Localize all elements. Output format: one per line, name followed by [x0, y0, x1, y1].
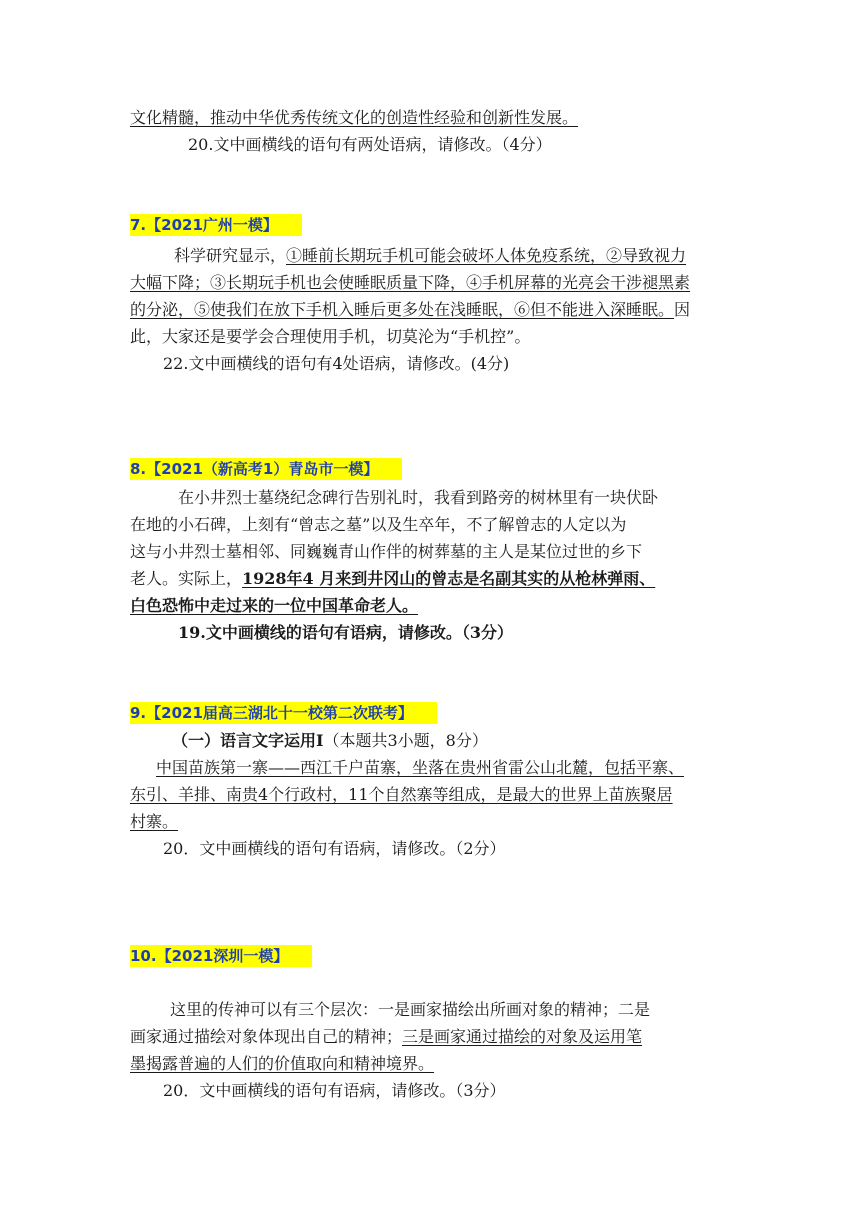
- underlined-sentence: 中国苗族第一寨——西江千户苗寨，坐落在贵州省雷公山北麓，包括平寨、: [156, 758, 685, 777]
- section-7-passage: [130, 242, 730, 350]
- section-7-heading: 7.【2021广州一模】: [130, 214, 302, 236]
- section-10-passage: [130, 996, 730, 1077]
- question-20-s9: 20．文中画横线的语句有语病，请修改。（2分）: [163, 839, 506, 858]
- passage-text: 科学研究显示，: [174, 246, 287, 265]
- underlined-sentence: 文化精髓，推动中华优秀传统文化的创造性经验和创新性发展。: [130, 108, 579, 127]
- passage-text: 因: [674, 300, 691, 319]
- passage-text: 画家通过描绘对象体现出自己的精神；: [130, 1027, 403, 1046]
- section-8-passage: [130, 484, 730, 619]
- question-20-s10: 20．文中画横线的语句有语病，请修改。（3分）: [163, 1081, 506, 1100]
- underlined-sentence: 的分泌，⑤使我们在放下手机入睡后更多处在浅睡眠，⑥但不能进入深睡眠。: [130, 300, 675, 319]
- passage-text: 这里的传神可以有三个层次：一是画家描绘出所画对象的精神；二是: [170, 1000, 651, 1019]
- passage-text: 在地的小石碑，上刻有“曾志之墓”以及生卒年，不了解曾志的人定以为: [130, 515, 627, 534]
- question-19-s8: 19.文中画横线的语句有语病，请修改。（3分）: [178, 623, 513, 642]
- underlined-sentence: 大幅下降；③长期玩手机也会使睡眠质量下降，④手机屏幕的光亮会干涉褪黑素: [130, 273, 691, 292]
- section-8-heading: 8.【2021（新高考1）青岛市一模】: [130, 458, 402, 480]
- section-10-heading: 10.【2021深圳一模】: [130, 945, 312, 967]
- section-9-passage: [130, 754, 730, 835]
- passage-text: 在小井烈士墓绕纪念碑行告别礼时，我看到路旁的树林里有一块伏卧: [178, 488, 659, 507]
- question-20-s6: 20.文中画横线的语句有两处语病，请修改。（4分）: [188, 135, 552, 154]
- passage-text: 老人。实际上，: [130, 569, 243, 588]
- section-6-tail: [130, 104, 730, 131]
- passage-text: 此，大家还是要学会合理使用手机，切莫沦为“手机控”。: [130, 327, 531, 346]
- section-9-heading: 9.【2021届高三湖北十一校第二次联考】: [130, 702, 437, 724]
- underlined-sentence: 墨揭露普遍的人们的价值取向和精神境界。: [130, 1054, 435, 1073]
- underlined-sentence: 白色恐怖中走过来的一位中国革命老人。: [130, 596, 419, 615]
- section-9-subheading: （一）语言文字运用Ⅰ（本题共3小题，8分）: [172, 731, 488, 750]
- underlined-sentence: 三是画家通过描绘的对象及运用笔: [402, 1027, 643, 1046]
- question-22-s7: 22.文中画横线的语句有4处语病，请修改。(4分): [163, 354, 510, 373]
- underlined-sentence: 1928年4 月来到井冈山的曾志是名副其实的从枪林弹雨、: [242, 569, 656, 588]
- underlined-sentence: ①睡前长期玩手机可能会破坏人体免疫系统，②导致视力: [286, 246, 687, 265]
- underlined-sentence: 东引、羊排、南贵4个行政村，11个自然寨等组成，是最大的世界上苗族聚居: [130, 785, 673, 804]
- underlined-sentence: 村寨。: [130, 812, 179, 831]
- passage-text: 这与小井烈士墓相邻、同巍巍青山作伴的树葬墓的主人是某位过世的乡下: [130, 542, 643, 561]
